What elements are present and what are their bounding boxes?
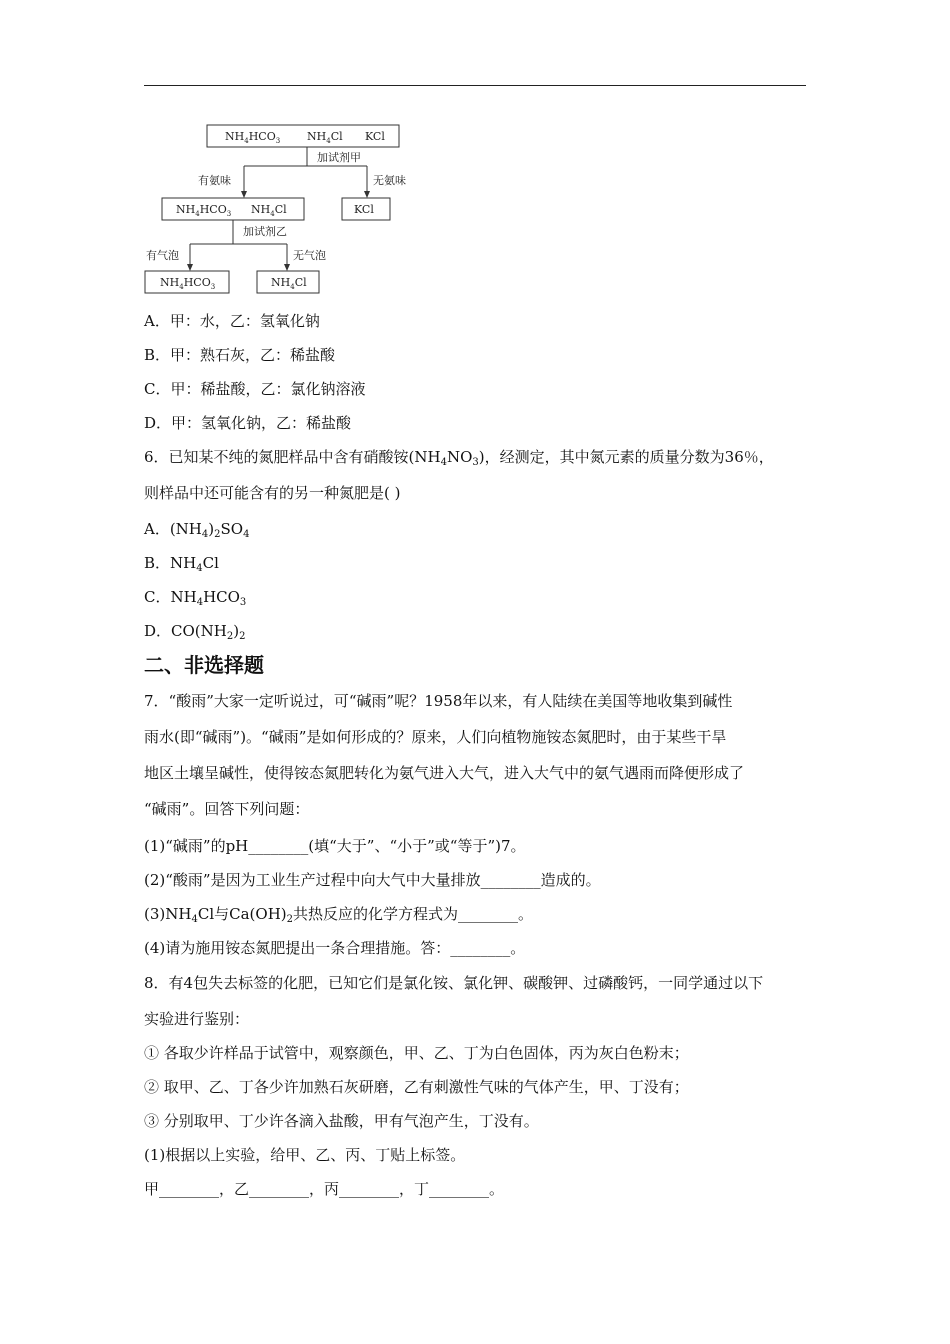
q7-subquestion-2: (2)“酸雨”是因为工业生产过程中向大气中大量排放________造成的。 xyxy=(144,871,601,889)
svg-text:NH4HCO3: $NH_4HCO_3$ xyxy=(176,203,232,218)
q6-stem-line-1: 6．已知某不纯的氮肥样品中含有硝酸铵$(NH_4NO_3)$，经测定，其中氮元素的质量分数为36％， xyxy=(144,448,774,468)
q7-stem-line-3: 地区土壤呈碱性，使得铵态氮肥转化为氨气进入大气，进入大气中的氨气遇雨而降便形成了 xyxy=(144,764,745,782)
q8-step-1: ① 各取少许样品于试管中，观察颜色，甲、乙、丁为白色固体，丙为灰白色粉末； xyxy=(144,1044,689,1062)
q7-stem-line-2: 雨水(即“碱雨”)。“碱雨”是如何形成的？原来，人们向植物施铵态氮肥时，由于某些干旱 xyxy=(144,728,727,746)
reagent-1-label: 加试剂甲 xyxy=(317,151,361,164)
q6-option-d: D．$CO(NH_2)_2$ xyxy=(144,622,246,642)
reagent-2-label: 加试剂乙 xyxy=(243,225,287,238)
top-box-item-2: NH xyxy=(307,130,327,143)
svg-text:NH4HCO3: $NH_4HCO_3$ xyxy=(225,130,281,145)
q7-subquestion-3: $(3)NH_4Cl$与$Ca(OH)_2$共热反应的化学方程式为________。 xyxy=(144,905,534,925)
top-box-item-1: NH xyxy=(225,130,245,143)
q6-option-b: B．$NH_4Cl$ xyxy=(144,554,219,574)
q8-subquestion-1: (1)根据以上实验，给甲、乙、丙、丁贴上标签。 xyxy=(144,1146,466,1164)
branch-label-bubbles: 有气泡 xyxy=(146,249,179,262)
svg-text:NH4HCO3: $NH_4HCO_3$ xyxy=(160,276,216,291)
q5-option-b: B．甲：熟石灰，乙：稀盐酸 xyxy=(144,346,336,364)
q8-stem-line-2: 实验进行鉴别： xyxy=(144,1010,250,1028)
svg-text:NH4Cl: $NH_4Cl$ xyxy=(307,130,343,145)
right-box-label: KCl xyxy=(354,203,374,216)
svg-text:NH4Cl: $NH_4Cl$ xyxy=(271,276,307,291)
branch-label-no-ammonia: 无氨味 xyxy=(373,174,406,187)
flowchart-diagram xyxy=(140,118,430,300)
q5-option-a: A．甲：水，乙：氢氧化钠 xyxy=(144,312,320,330)
section-heading: 二、非选择题 xyxy=(144,653,264,677)
top-box-item-3: KCl xyxy=(365,130,385,143)
q7-subquestion-4: (4)请为施用铵态氮肥提出一条合理措施。答：________。 xyxy=(144,939,526,957)
header-rule xyxy=(144,85,806,86)
q8-step-3: ③ 分别取甲、丁少许各滴入盐酸，甲有气泡产生，丁没有。 xyxy=(144,1112,539,1130)
branch-label-no-bubbles: 无气泡 xyxy=(293,249,326,262)
q8-stem-line-1: 8．有4包失去标签的化肥，已知它们是氯化铵、氯化钾、碳酸钾、过磷酸钙，一同学通过以下 xyxy=(144,974,764,992)
q7-stem-line-4: “碱雨”。回答下列问题： xyxy=(144,800,310,818)
bottom-left-label: NH xyxy=(160,276,180,289)
q8-step-2: ② 取甲、乙、丁各少许加熟石灰研磨，乙有刺激性气味的气体产生，甲、丁没有； xyxy=(144,1078,689,1096)
mid-box-item-2: NH xyxy=(251,203,271,216)
q6-stem-line-2: 则样品中还可能含有的另一种氮肥是( ) xyxy=(144,484,401,502)
q6-option-c: C．$NH_4HCO_3$ xyxy=(144,588,247,608)
q8-answer-line: 甲________，乙________，丙________，丁________。 xyxy=(144,1180,505,1198)
q5-option-d: D．甲：氢氧化钠，乙：稀盐酸 xyxy=(144,414,352,432)
bottom-right-label: NH xyxy=(271,276,291,289)
q7-stem-line-1: 7．“酸雨”大家一定听说过，可“碱雨”呢？1958年以来，有人陆续在美国等地收集到碱性 xyxy=(144,692,733,710)
branch-label-ammonia: 有氨味 xyxy=(198,174,231,187)
q7-subquestion-1: (1)“碱雨”的pH________(填“大于”、“小于”或“等于”)7。 xyxy=(144,837,526,855)
mid-box-item-1: NH xyxy=(176,203,196,216)
svg-text:NH4Cl: $NH_4Cl$ xyxy=(251,203,287,218)
q6-option-a: A．$(NH_4)_2SO_4$ xyxy=(144,520,250,540)
q5-option-c: C．甲：稀盐酸，乙：氯化钠溶液 xyxy=(144,380,366,398)
